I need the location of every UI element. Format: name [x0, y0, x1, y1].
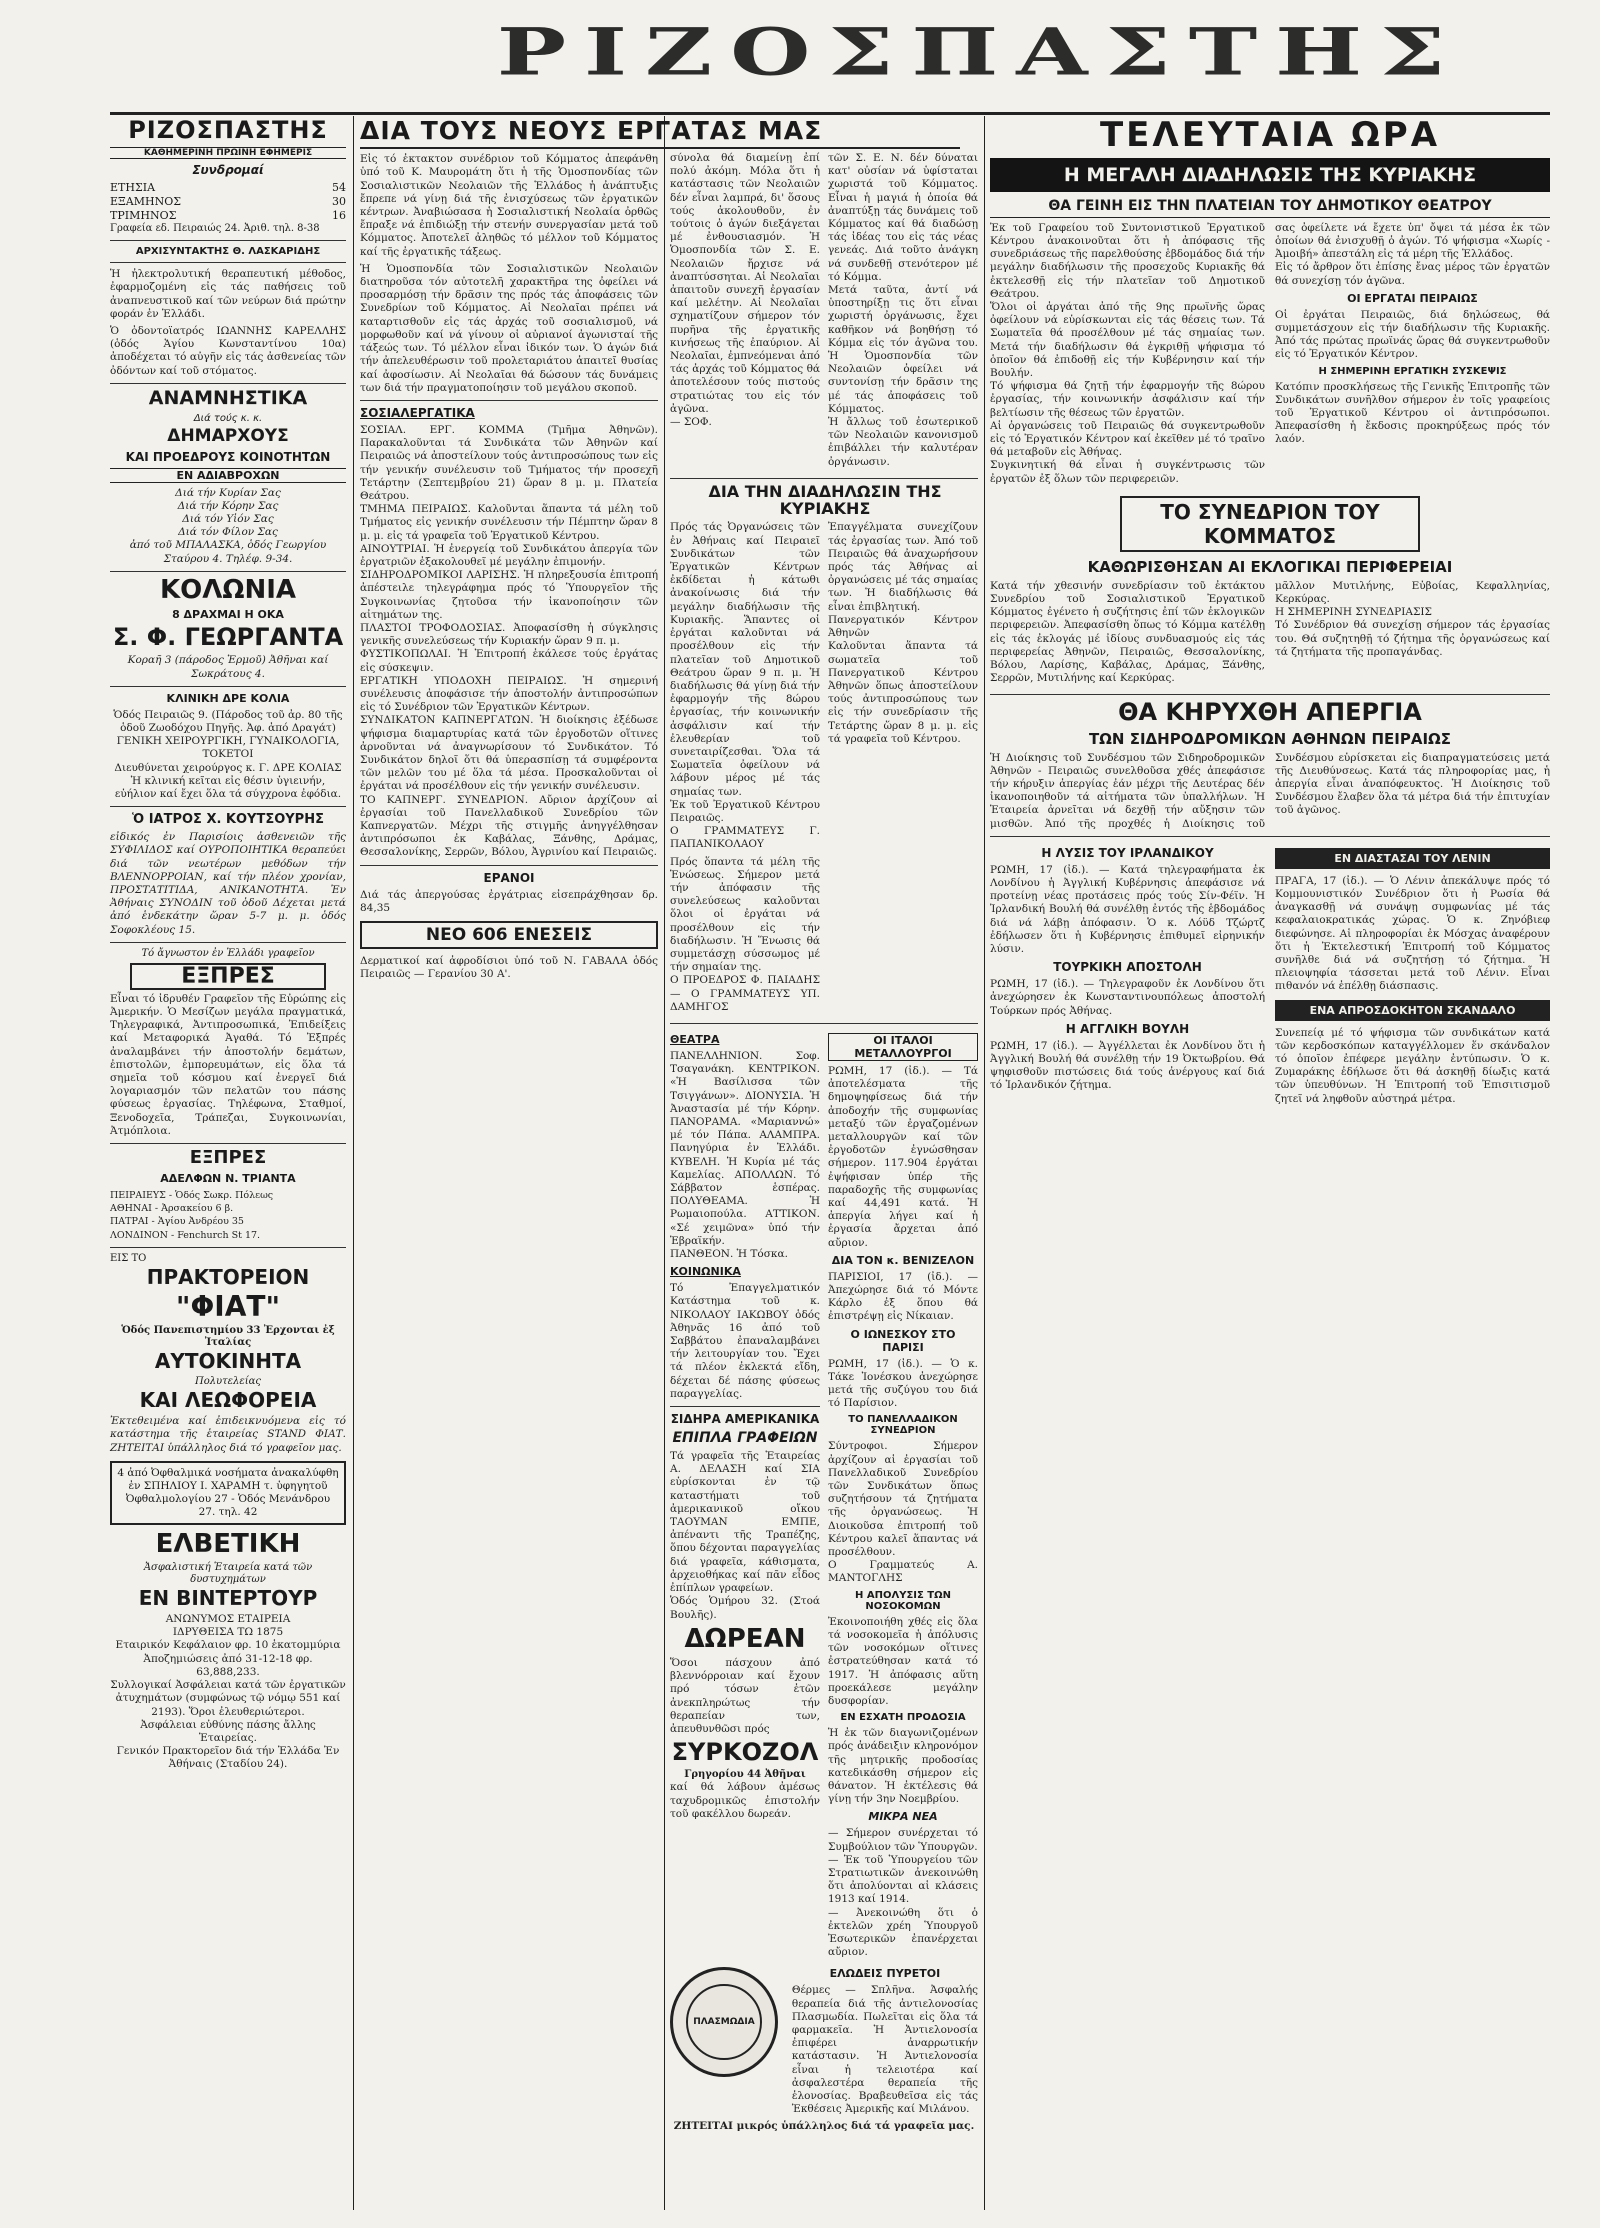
treason-text: Ἡ ἐκ τῶν διαγωνιζομένων πρός ἀνάδειξιν κληρονόμον τῆς μητρικῆς προδοσίας κατεδικάσθη σήμερον εἰς θάνατον. Ἡ ἐκτέλεσις θά γίνῃ τήν 3ην Νοεμβρίου.	[828, 1727, 978, 1806]
column-3	[670, 116, 978, 2210]
party-congress-text-right: μᾶλλον Μυτιλήνης, Εὐβοίας, Κεφαλληνίας, Κερκύρας. Η ΣΗΜΕΡΙΝΗ ΣΥΝΕΔΡΙΑΣΙΣ Τό Συνέδριον θά συνεχίσῃ σήμερον τάς ἐργασίας του. Θά συζητηθῇ τό ζήτημα τῆς ὀργανώσεως καί τά ζητήματα τῆς προπαγάνδας.	[1275, 579, 1550, 658]
diad-right	[828, 521, 978, 1018]
anamnistika-head-1: ΔΗΜΑΡΧΟΥΣ	[167, 425, 289, 446]
divider	[110, 383, 346, 384]
venizelos-text: ΠΑΡΙΣΙΟΙ, 17 (ἰδ.). — Ἀπεχώρησε διά τό Μόντε Κάρλο ἐξ ὅπου θά ἐπιστρέψῃ εἰς Νίκαιαν.	[828, 1270, 978, 1323]
ad-dentist: Ὁ ὀδοντοϊατρός ΙΩΑΝΝΗΣ ΚΑΡΕΛΛΗΣ (ὁδός Ἁγίου Κωνσταντίνου 10α) ἀποδέχεται τό αὐγῆν εἰς τάς ἀσθενείας τῶν ὀδόντων καί τοῦ στόματος.	[110, 325, 346, 377]
col3-bottom-right	[828, 1029, 978, 1963]
young-workers-body: Ἡ Ὁμοσπονδία τῶν Σοσιαλιστικῶν Νεολαιῶν διατηροῦσα τόν αὐτοτελῆ χαρακτῆρα της ὀφείλει νά προσαρμόσῃ τήν δρᾶσιν της πρός τάς ἀποφάσεις τῶν Συνεδρίων τοῦ Κόμματος. Αἱ Νεολαῖαι πρέπει νά καταρτισθοῦν εἰς τάς ἀρχάς τοῦ σοσιαλισμοῦ, νά μορφωθοῦν καί νά γίνουν οἱ αὐριανοί ἀγωνισταί τῆς τάξεώς των. Τό μέλλον εἶναι ἰδικόν των. Ὁ ἀγών διά τήν ἀπελευθέρωσιν τοῦ προλεταριάτου ἀπαιτεῖ θυσίας καί ἀφοσίωσιν. Αἱ Νεολαῖαι θά δώσουν τάς δυνάμεις των διά τήν πραγματοποίησιν τοῦ μεγάλου σκοποῦ.	[360, 262, 658, 394]
demonstration-right: Ἐπαγγέλματα συνεχίζουν τάς ἐργασίας των. Ἀπό τοῦ Πειραιῶς θά ἀναχωρήσουν πρός τάς Ἀθήνας αἱ ὀργανώσεις μέ τάς σημαίας των. Ἡ διαδήλωσις θά εἶναι ἐπιβλητική. Πανεργατικόν Κέντρον Ἀθηνῶν Καλοῦνται ἅπαντα τά σωματεῖα τοῦ Πανεργατικοῦ Κέντρου Ἀθηνῶν ὅπως ἀποστείλουν τούς ἀντιπροσώπους των εἰς τήν συνεδρίασιν τῆς Τετάρτης ὥραν 8 μ. μ. εἰς τά γραφεῖα τοῦ Κέντρου.	[828, 521, 978, 745]
anamnistika-lines: Διά τήν Κυρίαν Σας Διά τήν Κόρην Σας Διά τόν Υἱόν Σας Διά τόν Φίλον Σας ἀπό τοῦ ΜΠΑΛΑΣΚΑ, ὁδός Γεωργίου Σταύρου 4. Τηλέφ. 9-34.	[129, 486, 327, 565]
col3-diad-pair	[670, 521, 978, 1018]
koinonika-text: Τό Ἐπαγγελματικόν Κατάστημα τοῦ κ. ΝΙΚΟΛΑΟΥ ΙΑΚΩΒΟΥ ὁδός Ἀθηνᾶς 16 ἀπό τοῦ Σαββάτου ἐπαναλαμβάνει τήν λειτουργίαν του. Ἔχει τά πλέον ἐκλεκτά εἴδη, δέχεται δέ πάσης φύσεως παραγγελίας.	[670, 1282, 820, 1400]
ioneskou-text: ΡΩΜΗ, 17 (ἰδ.). — Ὁ κ. Τάκε Ἰονέσκου ἀνεχώρησε μετά τῆς συζύγου του διά τό Παρίσιον.	[828, 1357, 978, 1410]
col4-bottom-left	[990, 842, 1265, 1110]
young-workers-lead: Εἰς τό ἐκτακτον συνέδριον τοῦ Κόμματος ἀπεφάνθη ὑπό τοῦ Κ. Μαυρομάτη ὅτι ἡ τῆς Ὁμοσπονδίας τῶν Σοσιαλιστικῶν Νεολαιῶν τῆς Ἑλλάδος ἡ ἀνάπτυξις ἔπρεπε νά γίνῃ διά τῆς ἐνισχύσεως τῶν ἐργατικῶν κέντρων. Ἀναβιώσασα ἡ Σοσιαλιστική Νεολαία ὀρθῶς ἔπραξε νά ἐπιδιώξῃ τήν στενήν συνεργασίαν μετά τοῦ Κόμματος. Ἀποτελεῖ ἀληθῶς τό μέλλον τοῦ Κόμματος καί τῆς ἐργατικῆς τάξεως.	[360, 153, 658, 258]
divider	[990, 694, 1550, 695]
plasmodia-seal-text: ΠΛΑΣΜΩΔΙΑ	[693, 2017, 755, 2028]
divider	[110, 240, 346, 241]
divider	[360, 865, 658, 866]
clinic-title: ΚΛΙΝΙΚΗ ΔΡΕ ΚΟΛΙΑ	[166, 691, 290, 705]
lenin-head: ΕΝ ΔΙΑΣΤΑΣΑΙ ΤΟΥ ΛΕΝΙΝ	[1275, 848, 1550, 869]
col4-congress-pair	[990, 580, 1550, 690]
syrkozol-address: Γρηγορίου 44 Ἀθῆναι	[684, 1769, 806, 1781]
theatra-text: ΠΑΝΕΛΛΗΝΙΟΝ. Σοφ. Τσαγανάκη. ΚΕΝΤΡΙΚΟΝ. «Ἡ Βασίλισσα τῶν Τσιγγάνων». ΔΙΟΝΥΣΙΑ. Ἡ Ἀναστασία μέ τήν Κόρην. ΠΑΝΟΡΑΜΑ. «Μαριαννώ» μέ τόν Πάπα. ΑΛΑΜΠΡΑ. Πανηγύρια ἐν Ἑλλάδι. ΚΥΒΕΛΗ. Ἡ Κυρία μέ τάς Καμελίας. ΑΠΟΛΛΩΝ. Τό Σάββατον ἑσπέρας. ΠΟΛΥΘΕΑΜΑ. Ἡ Ρωμαιοπούλα. ΑΤΤΙΚΟΝ. «Σέ χειμῶνα» ὑπό τήν Ἑβραϊκήν. ΠΑΝΘΕΟΝ. Ἡ Τόσκα.	[670, 1049, 820, 1261]
venizelos-head: ΔΙΑ ΤΟΝ κ. ΒΕΝΙΖΕΛΟΝ	[831, 1253, 975, 1267]
panhellenic-head: ΤΟ ΠΑΝΕΛΛΑΔΙΚΟΝ ΣΥΝΕΔΡΙΟΝ	[848, 1414, 958, 1437]
expres2-sub: ΑΔΕΛΦΩΝ Ν. ΤΡΙΑΝΤΑ	[160, 1171, 296, 1185]
col4-bottom-right	[1275, 842, 1550, 1110]
subscription-value: 30	[332, 195, 346, 209]
last-hour-headline: ΤΕΛΕΥΤΑΙΑ ΩΡΑ	[1099, 115, 1441, 155]
expres2-lines: ΠΕΙΡΑΙΕΥΣ - Ὁδός Σωκρ. Πόλεως ΑΘΗΝΑΙ - Ἀρσακείου 6 β. ΠΑΤΡΑΙ - Ἁγίου Ἀνδρέου 35 ΛΟΝΔΙΝΟΝ - Fenchurch St 17.	[110, 1189, 274, 1241]
subscription-label: ΕΞΑΜΗΝΟΣ	[110, 195, 181, 209]
scandal-head: ΕΝΑ ΑΠΡΟΣΔΟΚΗΤΟΝ ΣΚΑΝΔΑΛΟ	[1275, 1000, 1550, 1021]
syrkozol-text: καί θά λάβουν ἀμέσως ταχυδρομικῶς ἐπιστολήν τοῦ φακέλλου δωρεάν.	[670, 1781, 820, 1820]
demonstration-text: Πρός τάς Ὀργανώσεις τῶν ἐν Ἀθήναις καί Πειραιεῖ Συνδικάτων τῶν Ἐργατικῶν Κέντρων ἐκδίδεται ἡ κάτωθι ἀνακοίνωσις διά τήν μεγάλην διαδήλωσιν τῆς Κυριακῆς. Ἅπαντες οἱ ἐργάται καλοῦνται νά προσέλθουν εἰς τήν πλατεῖαν τοῦ Δημοτικοῦ Θεάτρου ὥραν 9 π. μ. Ἡ διαδήλωσις θά γίνῃ διά τήν ἐφαρμογήν τῆς 8ώρου ἐργασίας, τήν κοινωνικήν ἀσφάλισιν καί τήν ἐλευθερίαν τοῦ συνεταιρίζεσθαι. Ὅλα τά Σωματεῖα ὀφείλουν νά λάβουν μέρος μέ τάς σημαίας των. Ἐκ τοῦ Ἐργατικοῦ Κέντρου Πειραιῶς. Ο ΓΡΑΜΜΑΤΕΥΣ Γ. ΠΑΠΑΝΙΚΟΛΑΟΥ	[670, 521, 820, 851]
col3-fever	[670, 1963, 978, 2120]
subscription-row	[110, 209, 346, 223]
subscriptions-list	[110, 181, 346, 223]
ioneskou-head: Ο ΙΩΝΕΣΚΟΥ ΣΤΟ ΠΑΡΙΣΙ	[850, 1327, 956, 1354]
georganta-address: Κοραῆ 3 (πάροδος Ἑρμοῦ) Ἀθῆναι καί Σωκράτους 4.	[127, 654, 329, 680]
subscription-value: 54	[332, 181, 346, 195]
divider	[110, 942, 346, 943]
young-workers-continuation: σύνολα θά διαμείνῃ ἐπί πολύ ἀκόμη. Μόλα ὅτι ἡ κατάστασις τῶν Νεολαιῶν δέν εἶναι λαμπρά, δι' ὅσους τούς ἀκολουθοῦν, ἐν τούτοις ὁ ἀγών διεξάγεται μέ ἐνθουσιασμόν. Ἡ Ὁμοσπονδία τῶν Σ. Ε. Νεολαιῶν ἤρχισε νά ἀναπτύσσηται. Αἱ Νεολαῖαι ἀπαιτοῦν συνεχῆ ἐργασίαν καί μελέτην. Αἱ Νεολαῖαι σχηματίζουν σήμερον τόν πυρῆνα τῆς ἐργατικῆς κινήσεως τῆς ἐπαύριον. Αἱ Νεολαῖαι, ἐμπνεόμεναι ἀπό τάς ἀρχάς τοῦ Κόμματος θά ἀποτελέσουν τούς πιστούς στρατιώτας του εἰς τόν ἀγῶνα. — ΣΟΦ.	[670, 152, 820, 429]
divider	[110, 571, 346, 572]
socialergatika-text: ΣΟΣΙΑΛ. ΕΡΓ. ΚΟΜΜΑ (Τμῆμα Ἀθηνῶν). Παρακαλοῦνται τά Συνδικάτα τῶν Ἀθηνῶν καί Πειραιῶς νά ἀποστείλουν τούς ἀντιπροσώπους των εἰς τήν γενικήν συνέλευσιν τοῦ Τμήματος τήν προσεχῆ Τετάρτην (Σεπτεμβρίου 21) ὥραν 8 μ. μ. Πλατεία Θεάτρου. ΤΜΗΜΑ ΠΕΙΡΑΙΩΣ. Καλοῦνται ἅπαντα τά μέλη τοῦ Τμήματος εἰς γενικήν συνέλευσιν τήν Πέμπτην ὥραν 8 μ. μ. εἰς τά γραφεῖα τοῦ Ἐργατικοῦ Κέντρου. ΑΙΝΟΥΤΡΙΑΙ. Ἡ ἐνεργείᾳ τοῦ Συνδικάτου ἀπεργία τῶν ἐργατριῶν ἐξακολουθεῖ μέ μεγάλην ἐπιμονήν. ΣΙΔΗΡΟΔΡΟΜΙΚΟΙ ΛΑΡΙΣΗΣ. Ἡ πληρεξουσία ἐπιτροπή ἀπέστειλε τηλεγράφημα πρός τό Ὑπουργεῖον τῆς Συγκοινωνίας ζητοῦσα τήν ἰκανοποίησιν τῶν αἰτημάτων της. ΠΛΑΣΤΟΙ ΤΡΟΦΟΔΟΣΙΑΣ. Ἀποφασίσθη ἡ σύγκλησις γενικῆς συνελεύσεως τήν Κυριακήν ὥραν 9 π. μ. ΦΥΣΤΙΚΟΠΩΛΑΙ. Ἡ Ἐπιτροπή ἐκάλεσε τούς ἐργάτας εἰς σύσκεψιν. ΕΡΓΑΤΙΚΗ ΥΠΟΔΟΧΗ ΠΕΙΡΑΙΩΣ. Ἡ σημερινή συνέλευσις ἀποφάσισε τήν ἀποστολήν ἀντιπροσώπων εἰς τό Συνέδριον τῶν Ἐργατικῶν Κέντρων. ΣΥΝΔΙΚΑΤΟΝ ΚΑΠΝΕΡΓΑΤΩΝ. Ἡ διοίκησις ἐξέδωσε ψήφισμα διαμαρτυρίας κατά τῶν ἐργοδοτῶν οἵτινες ἀρνοῦνται νά ἀναγνωρίσουν τό Συνδικάτον. Τό Συνδικάτον δηλοῖ ὅτι θά ὑπερασπίσῃ τά συμφέροντα τῶν μελῶν του μέ ὅλα τά μέσα. Προσκαλοῦνται οἱ ἐργάται νά προσέλθουν εἰς τήν γενικήν συνέλευσιν. ΤΟ ΚΑΠΝΕΡΓ. ΣΥΝΕΔΡΙΟΝ. Αὔριον ἀρχίζουν αἱ ἐργασίαι τοῦ Πανελλαδικοῦ Συνεδρίου τῶν Καπνεργατῶν. Μέχρι τῆς στιγμῆς ἀνηγγέλθησαν ἀντιπρόσωποι ἐκ Καβάλας, Ξάνθης, Δράμας, Θεσσαλονίκης, Σερρῶν, Βόλου, Ἀγρινίου καί Πειραιῶς.	[360, 423, 658, 859]
paper-subtitle: ΚΑΘΗΜΕΡΙΝΗ ΠΡΩΙΝΗ ΕΦΗΜΕΡΙΣ	[110, 147, 346, 159]
party-congress-banner: ΤΟ ΣΥΝΕΔΡΙΟΝ ΤΟΥ ΚΟΜΜΑΤΟΣ	[1120, 496, 1420, 552]
anamnistika-title: ΑΝΑΜΝΗΣΤΙΚΑ	[148, 386, 308, 409]
piraeus-workers-head: ΟΙ ΕΡΓΑΤΑΙ ΠΕΙΡΑΙΩΣ	[1347, 291, 1478, 305]
kolonia-title: ΚΟΛΩΝΙΑ	[159, 574, 297, 605]
col4-lead-pair	[990, 222, 1550, 490]
nurses-head: Η ΑΠΟΛΥΣΙΣ ΤΩΝ ΝΟΣΟΚΟΜΩΝ	[855, 1589, 951, 1612]
doctor-text: εἰδικός ἐν Παρισίοις ἀσθενειῶν τῆς ΣΥΦΙΛΙΔΟΣ καί ΟΥΡΟΠΟΙΗΤΙΚΑ θεραπεύει διά τῶν νεωτέρων μεθόδων τήν ΒΛΕΝΝΟΡΡΟΙΑΝ, καί τήν πλέον χρονίαν, ΠΡΟΣΤΑΤΙΤΙΔΑ, ΑΝΙΚΑΝΟΤΗΤΑ. Ἐν Ἀθήναις ΣΥΝΟΔΙΝ τοῦ ὁδοῦ Δέχεται μετά ἀπό ἑνδεκάτην ὥραν 5-7 μ. μ. ὁδός Σοφοκλέους 15.	[110, 831, 346, 936]
panhellenic-text: Σύντροφοι. Σήμερον ἀρχίζουν αἱ ἐργασίαι τοῦ Πανελλαδικοῦ Συνεδρίου τῶν Συνδικάτων ὅπως συζητήσουν τά ζητήματα τῆς ὀργανώσεως. Ἡ Διοικοῦσα ἐπιτροπή τοῦ Κέντρου καλεῖ ἅπαντας νά προσέλθουν. Ο Γραμματεύς Α. ΜΑΝΤΟΓΛΗΣ	[828, 1440, 978, 1585]
elvetiki-title: ΕΛΒΕΤΙΚΗ	[155, 1528, 301, 1559]
demonstration-banner: Η ΜΕΓΑΛΗ ΔΙΑΔΗΛΩΣΙΣ ΤΗΣ ΚΥΡΙΑΚΗΣ	[990, 158, 1550, 192]
dorean-title: ΔΩΡΕΑΝ	[684, 1623, 806, 1654]
divider	[110, 686, 346, 687]
fiat-bus: ΚΑΙ ΛΕΩΦΟΡΕΙΑ	[139, 1388, 317, 1413]
demonstration-head: ΔΙΑ ΤΗΝ ΔΙΑΔΗΛΩΣΙΝ ΤΗΣ ΚΥΡΙΑΚΗΣ	[708, 481, 942, 518]
turkish-mission-head: ΤΟΥΡΚΙΚΗ ΑΠΟΣΤΟΛΗ	[1053, 960, 1202, 975]
party-congress-text: Κατά τήν χθεσινήν συνεδρίασιν τοῦ ἐκτάκτου Συνεδρίου τοῦ Σοσιαλιστικοῦ Ἐργατικοῦ Κόμματος ἐγένετο ἡ συζήτησις ἐπί τῶν ἐκλογικῶν περιφερειῶν. Ἀπεφασίσθη ὅπως τό Κόμμα κατέλθῃ εἰς τάς ἐκλογάς μέ ἰδίους συνδυασμούς εἰς τάς περιφερείας Ἀθηνῶν, Πειραιῶς, Θεσσαλονίκης, Βόλου, Λαρίσης, Καβάλας, Δράμας, Ξάνθης, Σερρῶν, Μυτιλήνης καί Κερκύρας.	[990, 579, 1265, 685]
divider	[670, 1406, 820, 1407]
fever-ad	[792, 1963, 978, 2120]
fiat-cars: ΑΥΤΟΚΙΝΗΤΑ	[154, 1349, 302, 1374]
elvetiki-sub: Ἀσφαλιστική Ἑταιρεία κατά τῶν δυστυχημάτων	[143, 1562, 313, 1586]
newspaper-page	[110, 14, 1550, 2210]
editor-line: ΑΡΧΙΣΥΝΤΑΚΤΗΣ Θ. ΛΑΣΚΑΡΙΔΗΣ	[135, 246, 321, 258]
short-news-text: — Σήμερον συνέρχεται τό Συμβούλιον τῶν Ὑπουργῶν. — Ἐκ τοῦ Ὑπουργείου τῶν Στρατιωτικῶν ἀνεκοινώθη ὅτι ἀπολύονται αἱ κλάσεις 1913 καί 1914. — Ἀνεκοινώθη ὅτι ὁ ἐκτελῶν χρέη Ὑπουργοῦ Ἐσωτερικῶν ἐπανέρχεται αὔριον.	[828, 1827, 978, 1959]
col3-top-pair	[670, 152, 978, 473]
nurses-text: Ἐκοινοποιήθη χθές εἰς ὅλα τά νοσοκομεῖα ἡ ἀπόλυσις τῶν νοσοκόμων οἵτινες ἐστρατεύθησαν κατά τό 1917. Ἡ ἀπόφασις αὕτη προεκάλεσε μεγάλην δυσφορίαν.	[828, 1615, 978, 1707]
demonstration-text-2: Πρός ὅπαντα τά μέλη τῆς Ἑνώσεως. Σήμερον μετά τήν ἀπόφασιν τῆς συνελεύσεως καλοῦνται ὅλοι οἱ ἐργάται νά προσέλθουν εἰς τήν διαδήλωσιν. Ἡ Ἕνωσις θά συμμετάσχῃ σύσσωμος μέ τήν σημαίαν της. Ο ΠΡΟΕΔΡΟΣ Φ. ΠΑΙΑΔΗΣ — Ο ΓΡΑΜΜΑΤΕΥΣ ΥΠ. ΔΑΜΗΓΟΣ	[670, 855, 820, 1013]
plasmodia-seal	[670, 1967, 778, 2077]
strike-sub: ΤΩΝ ΣΙΔΗΡΟΔΡΟΜΙΚΩΝ ΑΘΗΝΩΝ ΠΕΙΡΑΙΩΣ	[1088, 729, 1452, 748]
fiat-cars-sub: Πολυτελείας	[194, 1376, 262, 1388]
fever-text: Θέρμες — Σπλῆνα. Ἀσφαλής θεραπεία διά τῆς ἀντιελονοσίας Πλασμωδία. Πωλεῖται εἰς ὅλα τά φαρμακεῖα. Ἡ Ἀντιελονοσία ἐπιφέρει ἀναρρωτικήν κατάστασιν. Ἡ Ἀντιελονοσία εἶναι ἡ τελειοτέρα καί ἀσφαλεστέρα θεραπεία τῆς ἑλονοσίας. Βραβευθεῖσα εἰς τάς Ἐκθέσεις Ἀμερικῆς καί Μιλάνου.	[791, 1984, 978, 2116]
divider	[110, 1247, 346, 1248]
expres2-title: ΕΞΠΡΕΣ	[189, 1147, 267, 1169]
sidira-title: ΣΙΔΗΡΑ ΑΜΕΡΙΚΑΝΙΚΑ	[670, 1412, 820, 1427]
neo-606-head: ΝΕΟ 606 ΕΝΕΣΕΙΣ	[360, 921, 658, 949]
young-workers-continuation-right: τῶν Σ. Ε. Ν. δέν δύναται κατ' οὐσίαν νά ὑφίσταται χωριστά τοῦ Κόμματος. Εἶναι ἡ μαγιά ἡ ὁποία θά ἀναπτύξῃ τάς δυνάμεις τοῦ Κόμματος καί θά διαδώσῃ τάς ἰδέας του εἰς τάς νέας γενεάς. Διά τοῦτο ἀνάγκη νά συνδεθῇ στενότερον μέ τό Κόμμα. Μετά ταῦτα, ἀντί νά ὑποστηρίξῃ τις ὅτι εἶναι χωριστή ὀργάνωσις, ἔχει καθῆκον νά βοηθήσῃ τό Κόμμα εἰς τόν ἀγῶνα του. Ἡ Ὁμοσπονδία τῶν Νεολαιῶν ὀφείλει νά συντονίσῃ τήν δρᾶσιν της μέ τάς ἀποφάσεις τοῦ Κόμματος. Ἡ ἄλλως τοῦ ἐσωτερικοῦ τῶν Νεολαιῶν κανονισμοῦ ἐπιβάλλει τήν καλυτέραν ὀργάνωσιν.	[828, 152, 978, 468]
last-hour-text: Ἐκ τοῦ Γραφείου τοῦ Συντονιστικοῦ Ἐργατικοῦ Κέντρου ἀνακοινοῦται ὅτι ἡ ἀπόφασις τῆς συνεδριάσεως τῆς παρελθούσης ἑβδομάδος διά τήν μεγάλην διαδήλωσιν τῆς προσεχοῦς Κυριακῆς θά ἐκτελεσθῇ εἰς τήν πλατεῖαν τοῦ Δημοτικοῦ Θεάτρου. Ὅλοι οἱ ἀργάται ἀπό τῆς 9ης πρωϊνῆς ὥρας ὀφείλουν νά εὑρίσκωνται εἰς τάς θέσεις των. Τά Σωματεῖα θά προσέλθουν μέ τάς σημαίας των. Μετά τήν διαδήλωσιν θά ἐγκριθῇ ψήφισμα τό ὁποῖον θά ἐπιδοθῇ εἰς τήν Κυβέρνησιν καί τήν Βουλήν. Τό ψήφισμα θά ζητῇ τήν ἐφαρμογήν τῆς 8ώρου ἐργασίας, τήν κοινωνικήν ἀσφάλισιν καί τήν βελτίωσιν τῆς θέσεως τῶν ἐργατῶν. Αἱ ὀργανώσεις τοῦ Πειραιῶς θά συγκεντρωθοῦν εἰς τό Ἐργατικόν Κέντρον καί ἐκεῖθεν μέ τό τραῖνο θά μεταβοῦν εἰς Ἀθήνας. Συγκινητική θά εἶναι ἡ συγκέντρωσις τῶν ἐργατῶν ἐξ ὅλων τῶν περιφερειῶν.	[990, 221, 1265, 485]
masthead-title: ΡΙΖΟΣΠΑΣΤΗΣ	[496, 14, 1464, 90]
divider	[110, 1143, 346, 1144]
syrkozol-title: ΣΥΡΚΟΖΟΛ	[671, 1738, 819, 1767]
sidira-text: Τά γραφεῖα τῆς Ἑταιρείας Α. ΔΕΛΑΣΗ καί ΣΙΑ εὑρίσκονται ἐν τῷ καταστήματι τοῦ ἀμερικανικοῦ οἴκου ΤΑΟΥΜΑΝ ΕΜΠΕ, ἀπέναντι τῆς Τραπέζης, ὅπου δέχονται παραγγελίας διά γραφεῖα, κάθισματα, ἀρχειοθήκας καί πᾶν εἶδος ἐπίπλων γραφείων. Ὁδός Ὁμήρου 32. (Στοά Βουλῆς).	[670, 1450, 820, 1621]
english-parliament-head: Η ΑΓΓΛΙΚΗ ΒΟΥΛΗ	[1065, 1021, 1190, 1036]
headline-young-workers: ΔΙΑ ΤΟΥΣ ΝΕΟΥΣ ΕΡΓΑΤΑΣ ΜΑΣ	[360, 118, 960, 149]
sidira-sub: ΕΠΙΠΛΑ ΓΡΑΦΕΙΩΝ	[672, 1430, 818, 1447]
demonstration-subhead: ΘΑ ΓΕΙΝΗ ΕΙΣ ΤΗΝ ΠΛΑΤΕΙΑΝ ΤΟΥ ΔΗΜΟΤΙΚΟΥ ΘΕΑΤΡΟΥ	[990, 198, 1550, 218]
eranoi-head: ΕΡΑΝΟΙ	[483, 870, 535, 885]
col3-bottom-pair	[670, 1029, 978, 1963]
plasmodia-seal-inner	[686, 1984, 762, 2060]
column-rule	[353, 116, 354, 2210]
divider	[670, 1023, 978, 1024]
divider	[990, 836, 1550, 837]
elvetiki-text: ΑΝΩΝΥΜΟΣ ΕΤΑΙΡΕΙΑ ΙΔΡΥΘΕΙΣΑ ΤΩ 1875 Εταιρικόν Κεφάλαιον φρ. 10 ἑκατομμύρια Ἀποζημιώσεις ἀπό 31-12-18 φρ. 63,888,233. Συλλογικαί Ἀσφάλειαι κατά τῶν ἐργατικῶν ἀτυχημάτων (συμφώνως τῷ νόμῳ 551 καί 2193). Ὅροι ἐλευθεριώτεροι. Ἀσφάλειαι εὐθύνης πάσης ἄλλης Ἑταιρείας. Γενικόν Πρακτορεῖον διά τήν Ἑλλάδα Ἐν Ἀθήναις (Σταδίου 24).	[110, 1613, 346, 1771]
irish-head: Η ΛΥΣΙΣ ΤΟΥ ΙΡΛΑΝΔΙΚΟΥ	[1041, 845, 1214, 860]
georganta-name: Σ. Φ. ΓΕΩΡΓΑΝΤΑ	[112, 623, 344, 652]
subscription-label: ΕΤΗΣΙΑ	[110, 181, 156, 195]
divider	[360, 400, 658, 401]
headline-spacer	[670, 116, 978, 152]
treason-head: ΕΝ ΕΣΧΑΤΗ ΠΡΟΔΟΣΙΑ	[840, 1712, 966, 1724]
scandal-text: Συνεπείᾳ μέ τό ψήφισμα τῶν συνδικάτων κατά τῶν κερδοσκόπων καταγγέλλομεν ἕν σκάνδαλον τό ὁποῖον ἐπέφερε μεγάλην ἐντύπωσιν. Ὁ κ. Ζυμαράκης ἐδήλωσε ὅτι θά ἀσκηθῇ δίωξις κατά τῶν ὑπευθύνων. Ἡ Ἐπιτροπή τοῦ Ἐπισιτισμοῦ ζητεῖ νά ληφθοῦν αὐστηρά μέτρα.	[1275, 1026, 1550, 1105]
subscriptions-head: Συνδρομαί	[192, 163, 264, 178]
col4-bottom-pair	[990, 842, 1550, 1110]
lenin-text: ΠΡΑΓΑ, 17 (ἰδ.). — Ὁ Λένιν ἀπεκάλυψε πρός τό Κομμουνιστικόν Συνέδριον ὅτι ἡ Ρωσία θά ἀναγκασθῇ νά συνάψῃ συμφωνίας μέ τάς κεφαλαιοκρατικάς χώρας. Ὁ κ. Ζηνόβιεφ διεφώνησε. Αἱ πληροφορίαι ἐκ Μόσχας ἀναφέρουν ὅτι ἡ Ἐκτελεστική Ἐπιτροπή τοῦ Κόμματος συνῆλθε διά νά συζητήσῃ τό ζήτημα. Ἡ πλειοψηφία τάσσεται μετά τοῦ Λένιν. Εἶναι πιθανόν νά ἐπέλθῃ διάσπασις.	[1275, 874, 1550, 993]
socialergatika-head: ΣΟΣΙΑΛΕΡΓΑΤΙΚΑ	[360, 405, 475, 420]
turkish-mission-text: ΡΩΜΗ, 17 (ἰδ.). — Τηλεγραφοῦν ἐκ Λονδίνου ὅτι ἀνεχώρησεν ἐκ Κωνσταντινουπόλεως ἀποστολή Τούρκων πρός Ἀθήνας.	[990, 978, 1265, 1017]
eranoi-text: Διά τάς ἀπεργούσας ἐργάτριας εἰσεπράχθησαν δρ. 84,35	[360, 888, 658, 914]
english-parliament-text: ΡΩΜΗ, 17 (ἰδ.). — Ἀγγέλλεται ἐκ Λονδίνου ὅτι ἡ Ἀγγλική Βουλή θά συνέλθῃ τήν 19 Ὀκτωβρίου. Θά ψηφισθοῦν πιστώσεις διά τούς ἀνέργους καί διά τό Ἰρλανδικόν ζήτημα.	[990, 1039, 1265, 1092]
fiat-text: Ἐκτεθειμένα καί ἐπιδεικνυόμενα εἰς τό κατάστημα τῆς ἑταιρείας STAND ΦΙΑΤ. ΖΗΤΕΙΤΑΙ ὑπάλληλος διά τό γραφεῖον μας.	[110, 1415, 346, 1454]
column-rule	[984, 116, 985, 2210]
fever-head: ΕΛΩΔΕΙΣ ΠΥΡΕΤΟΙ	[829, 1967, 941, 1981]
anamnistika-sub: Διά τούς κ. κ.	[193, 412, 263, 424]
column-4	[990, 116, 1550, 2210]
express-intro: Τό ἄγνωστον ἐν Ἑλλάδι γραφεῖον	[141, 947, 315, 959]
dorean-text: Ὅσοι πάσχουν ἀπό βλεννόρροιαν καί ἔχουν πρό τόσων ἐτῶν ἀνεκπληρώτως τήν θεραπείαν των, ἀπευθυνθῶσι πρός	[670, 1657, 820, 1736]
meeting-head: Η ΣΗΜΕΡΙΝΗ ΕΡΓΑΤΙΚΗ ΣΥΣΚΕΨΙΣ	[1318, 365, 1507, 377]
express-title: ΕΞΠΡΕΣ	[130, 963, 326, 990]
italians-text: ΡΩΜΗ, 17 (ἰδ.). — Τά ἀποτελέσματα τῆς δημοψηφίσεως διά τήν ἀποδοχήν τῆς συμφωνίας μεταξύ τῶν ἐργαζομένων μεταλλουργῶν καί τῶν ἐργοδοτῶν ἐγνώσθησαν σήμερον. 117.904 ἐργάται ἐψήφισαν ὑπέρ τῆς παραδοχῆς τῆς συμφωνίας καί 44,491 κατά. Ἡ ἀπεργία λήγει καί ἡ ἐργασία ἄρχεται ἀπό αὔριον.	[828, 1064, 978, 1249]
divider	[670, 478, 978, 479]
irish-text: ΡΩΜΗ, 17 (ἰδ.). — Κατά τηλεγραφήματα ἐκ Λονδίνου ἡ Ἀγγλική Κυβέρνησις ἀπεφάσισε νά προτείνῃ νέας προτάσεις πρός τούς Σίν-Φέϊν. Ἡ Ἰρλανδική Βουλή θά συνέλθῃ ἐντός τῆς ἑβδομάδος διά νά λάβῃ ἀπόφασιν. Ὁ κ. Λόϋδ Τζώρτζ ἐδήλωσεν ὅτι ἡ Κυβέρνησις ἐπιθυμεῖ εἰρηνικήν λύσιν.	[990, 863, 1265, 955]
fiat-name: "ΦΙΑΤ"	[175, 1289, 281, 1323]
office-address: Γραφεία εδ. Πειραιώς 24. Ἀριθ. τηλ. 8-38	[110, 223, 320, 235]
anamnistika-head-3: ΕΝ ΑΔΙΑΒΡΟΧΩΝ	[110, 468, 346, 483]
subscription-row	[110, 181, 346, 195]
express-text: Εἶναι τό ἰδρυθέν Γραφεῖον τῆς Εὐρώπης εἰς Ἀμερικήν. Ὁ Μεσίζων μεγάλα πραγματικά, Τηλεγραφικά, Ἀντιπροσωπικά, Ἐπιδείξεις καί Μεταφορικά Ἀγαθά. Τό Ἐξπρές ἀναλαμβάνει τήν ἀποστολήν δεμάτων, ἐπιστολῶν, ἐμπορευμάτων, εἰς ὅλα τά σημεῖα τοῦ κόσμου καί ἐνεργεῖ διά λογαριασμόν τῶν πελατῶν του πάσης φύσεως ἐργασίας. Τηλέφωνα, Σταθμοί, Ξενοδοχεῖα, Τράπεζαι, Συγκοινωνίαι, Ἀτμόπλοια.	[110, 992, 346, 1137]
divider	[110, 262, 346, 263]
subscription-value: 16	[332, 209, 346, 223]
short-news-head: ΜΙΚΡΑ ΝΕΑ	[868, 1810, 938, 1824]
column-1	[110, 116, 346, 2210]
subscription-label: ΤΡΙΜΗΝΟΣ	[110, 209, 177, 223]
neo-606-text: Δερματικοί καί ἀφροδίσιοι ὑπό τοῦ Ν. ΓΑΒΑΛΑ ὁδός Πειραιῶς — Γερανίου 30 Α'.	[360, 955, 658, 981]
subscription-row	[110, 195, 346, 209]
meeting-text: Κατόπιν προσκλήσεως τῆς Γενικῆς Ἐπιτροπῆς τῶν Συνδικάτων συνῆλθον σήμερον ἐν τοῖς γραφείοις τοῦ Ἐργατικοῦ Κέντρου οἱ ἀντιπρόσωποι. Ἀπεφασίσθη ἡ ἔκδοσις προκηρύξεως πρός τόν λαόν.	[1275, 380, 1550, 446]
ophthalmic-ad: 4 ἀπό Ὀφθαλμικά νοσήματα ἀνακαλύφθη ἐν ΣΠΗΛΙΟΥ Ι. ΧΑΡΑΜΗ τ. ὑφηγητοῦ Ὀφθαλμολογίου 27 - Ὁδός Μενάνδρου 27. τηλ. 42	[110, 1461, 346, 1525]
theatra-head: ΘΕΑΤΡΑ	[670, 1032, 720, 1046]
italians-head: ΟΙ ΙΤΑΛΟΙ ΜΕΤΑΛΛΟΥΡΓΟΙ	[828, 1033, 978, 1061]
vinterthur: ΕΝ ΒΙΝΤΕΡΤΟΥΡ	[138, 1586, 318, 1611]
kolonia-price: 8 ΔΡΑΧΜΑΙ Η ΟΚΑ	[172, 608, 284, 622]
fiat-pre: ΕΙΣ ΤΟ	[110, 1252, 147, 1264]
party-congress-sub: ΚΑΘΩΡΙΣΘΗΣΑΝ ΑΙ ΕΚΛΟΓΙΚΑΙ ΠΕΡΙΦΕΡΕΙΑΙ	[1087, 557, 1453, 576]
paper-title: ΡΙΖΟΣΠΑΣΤΗΣ	[128, 116, 328, 144]
fiat-address: Ὁδός Πανεπιστημίου 33 Ἐρχονται ἐξ Ἰταλίας	[121, 1325, 335, 1349]
diad-left	[670, 521, 820, 1018]
doctor-title: Ὁ ΙΑΤΡΟΣ Χ. ΚΟΥΤΣΟΥΡΗΣ	[132, 812, 324, 828]
col4-lead-right	[1275, 222, 1550, 490]
ad-electrolytic: Ἡ ἠλεκτρολυτική θεραπευτική μέθοδος, ἐφαρμοζομένη εἰς τάς παθήσεις τοῦ ἀναπνευστικοῦ καί τῶν νεύρων διά πρώτην φοράν ἐν Ἑλλάδι.	[110, 268, 346, 320]
wanted-clerk: ΖΗΤΕΙΤΑΙ μικρός ὑπάλληλος διά τά γραφεῖα μας.	[673, 2120, 975, 2133]
strike-title: ΘΑ ΚΗΡΥΧΘΗ ΑΠΕΡΓΙΑ	[1118, 698, 1422, 727]
divider	[110, 806, 346, 807]
last-hour-text-right: σας ὀφείλετε νά ἔχετε ὑπ' ὄψει τά μέσα ἐκ τῶν ὁποίων θά ἐνισχυθῇ ὁ ἀγών. Τό ψήφισμα «Χωρίς - Ἀμοιβή» ἀπεστάλη εἰς τά μέρη τῆς Ἑλλάδος. Εἰς τό ἄρθρον ὅτι ἐπίσης ἔνας μέρος τῶν ἐργατῶν θά συνεχίσῃ τόν ἀγῶνα.	[1275, 221, 1550, 287]
clinic-text: Ὁδός Πειραιῶς 9. (Πάροδος τοῦ ἀρ. 80 τῆς ὁδοῦ Ζωοδόχου Πηγῆς. Ἀφ. ἀπό Δραγάτ) ΓΕΝΙΚΗ ΧΕΙΡΟΥΡΓΙΚΗ, ΓΥΝΑΙΚΟΛΟΓΙΑ, ΤΟΚΕΤΟΙ Διευθύνεται χειρούργος κ. Γ. ΔΡΕ ΚΟΛΙΑΣ Ἡ κλινική κεῖται εἰς θέσιν ὑγιεινήν, εὐήλιον καί ἔχει ὅλα τά σύγχρονα ἐφόδια.	[113, 708, 343, 800]
koinonika-head: ΚΟΙΝΩΝΙΚΑ	[670, 1265, 741, 1279]
column-rule	[664, 116, 665, 2210]
strike-text: Ἡ Διοίκησις τοῦ Συνδέσμου τῶν Σιδηροδρομικῶν Ἀθηνῶν - Πειραιῶς συνελθοῦσα χθές ἀπεφάσισε τήν κήρυξιν ἀπεργίας ἐάν μέχρι τῆς Δευτέρας δέν ἰκανοποιηθοῦν τά αἰτήματα τῶν ὑπαλλήλων. Ἡ Ἑταιρεία ἀρνεῖται νά δεχθῇ τήν αὔξησιν τῶν μισθῶν. Ἀπό τῆς προχθές ἡ Διοίκησις τοῦ Συνδέσμου εὑρίσκεται εἰς διαπραγματεύσεις μετά τῆς Διευθύνσεως. Κατά τάς πληροφορίας μας, ἡ ἀπεργία εἶναι ἀναπόφευκτος. Ἡ Διοίκησις τοῦ Συνδέσμου ἔλαβεν ὅλα τά μέτρα διά τήν ἐπιτυχίαν τοῦ ἀγῶνος.	[990, 751, 1550, 830]
piraeus-workers-text: Οἱ ἐργάται Πειραιῶς, διά δηλώσεως, θά συμμετάσχουν εἰς τήν διαδήλωσιν τῆς Κυριακῆς. Ἀπό τάς πρώτας πρωϊνάς ὥρας θά συγκεντρωθοῦν εἰς τό Ἐργατικόν Κέντρον.	[1275, 308, 1550, 361]
anamnistika-head-2: ΚΑΙ ΠΡΟΕΔΡΟΥΣ ΚΟΙΝΟΤΗΤΩΝ	[125, 449, 331, 464]
fiat-title: ΠΡΑΚΤΟΡΕΙΟΝ	[146, 1264, 310, 1289]
col3-bottom-left	[670, 1029, 820, 1963]
